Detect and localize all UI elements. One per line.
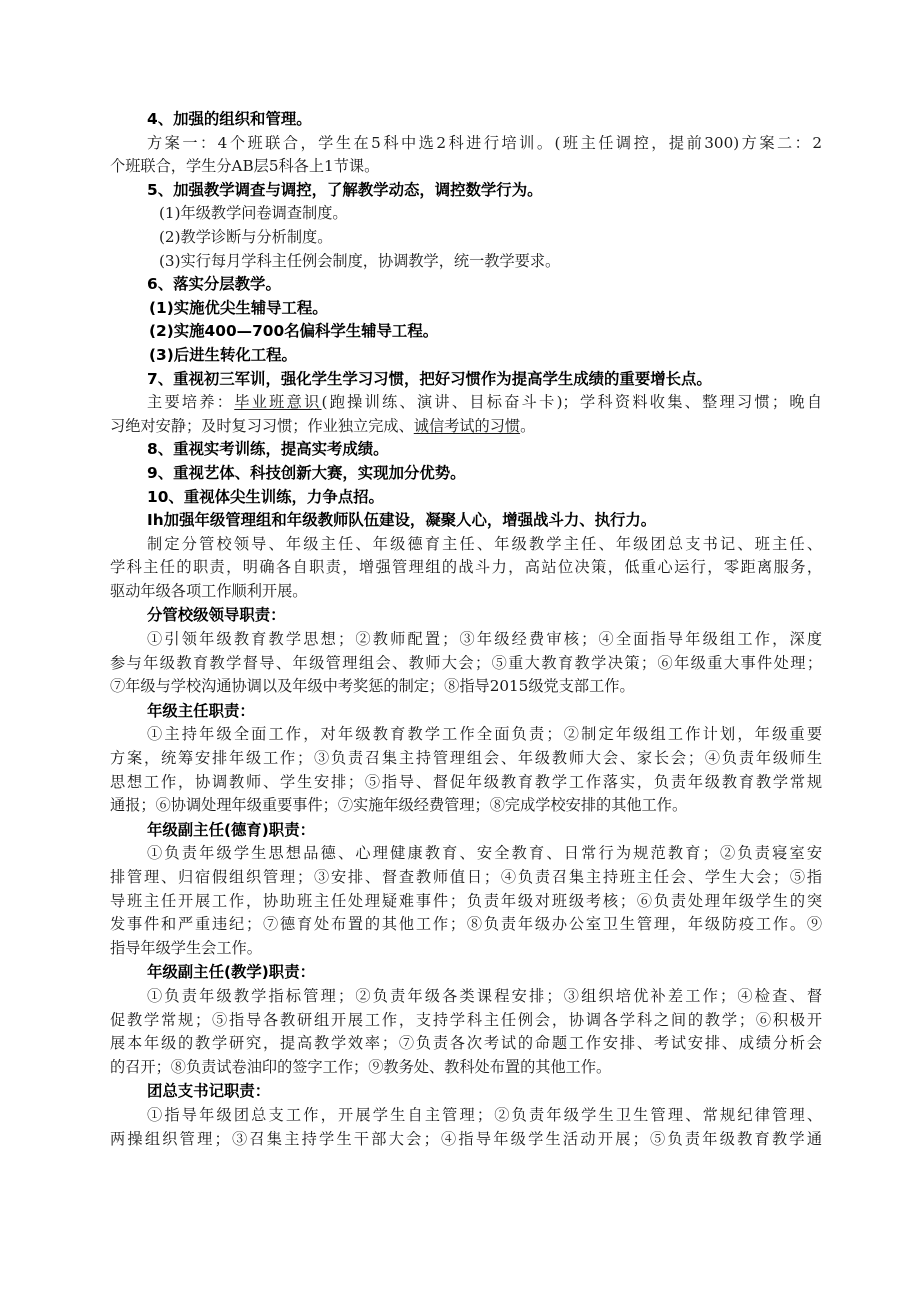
text-span: 。 [520,416,536,435]
paragraph-line: ①负责年级教学指标管理；②负责年级各类课程安排；③组织培优补差工作；④检查、督 [147,986,822,1005]
underlined-text: 毕业班意识 [234,393,322,412]
paragraph-line [110,391,822,415]
paragraph-line [110,415,822,439]
paragraph-line: 学科主任的职责，明确各自职责，增强管理组的战斗力，高站位决策，低重心运行，零距离服务， [110,558,822,577]
heading-8: 8、重视实考训练，提高实考成绩。 [147,440,389,459]
paragraph-line: ①指导年级团总支工作，开展学生自主管理；②负责年级学生卫生管理、常规纪律管理、 [147,1105,822,1124]
paragraph-line: 通报；⑥协调处理年级重要事件；⑦实施年级经费管理；⑧完成学校安排的其他工作。 [110,796,688,815]
league-duties-title: 团总支书记职责： [147,1082,271,1101]
list-item: (2)教学诊断与分析制度。 [159,227,333,246]
paragraph-line: 个班联合，学生分AB层5科各上1节课。 [110,157,380,176]
heading-7: 7、重视初三军训，强化学生学习习惯，把好习惯作为提高学生成绩的重要增长点。 [147,369,712,388]
paragraph-line: ⑦年级与学校沟通协调以及年级中考奖惩的制定；⑧指导2015级党支部工作。 [110,677,635,696]
text-span: 主要培养： [147,393,235,412]
heading-11: Ih加强年级管理组和年级教师队伍建设，凝聚人心，增强战斗力、执行力。 [147,511,657,530]
paragraph-line: 指导年级学生会工作。 [110,938,262,957]
heading-9: 9、重视艺体、科技创新大赛，实现加分优势。 [147,463,466,482]
director-duties-title: 年级主任职责： [147,701,255,720]
list-item: (1)实施优尖生辅导工程。 [149,298,328,317]
paragraph-line: 发事件和严重违纪；⑦德育处布置的其他工作；⑧负责年级办公室卫生管理，年级防疫工作。⑨ [110,915,822,934]
paragraph-line: 参与年级教育教学督导、年级管理组会、教师大会；⑤重大教育教学决策；⑥年级重大事件处理； [110,653,822,672]
paragraph-line: ①主持年级全面工作，对年级教育教学工作全面负责；②制定年级组工作计划，年级重要 [147,725,822,744]
paragraph-line: 导班主任开展工作，协助班主任处理疑难事件；负责年级对班级考核；⑥负责处理年级学生的突 [110,891,822,910]
paragraph-line: 展本年级的教学研究，提高教学效率；⑦负责各次考试的命题工作安排、考试安排、成绩分析会 [110,1034,822,1053]
paragraph-line: 思想工作，协调教师、学生安排；⑤指导、督促年级教育教学工作落实，负责年级教育教学常规 [110,772,822,791]
document-page [110,108,822,1151]
leader-duties-title: 分管校级领导职责： [147,606,286,625]
heading-10: 10、重视体尖生训练，力争点招。 [147,487,384,506]
list-item: (3)后进生转化工程。 [149,345,297,364]
underlined-text: 诚信考试的习惯 [413,416,521,435]
paragraph-line: 促教学常规；⑤指导各教研组开展工作，支持学科主任例会，协调各学科之间的教学；⑥积极开 [110,1010,822,1029]
paragraph-line: 驱动年级各项工作顺利开展。 [110,581,308,600]
paragraph-line: 两操组织管理；③召集主持学生干部大会；④指导年级学生活动开展；⑤负责年级教育教学通 [110,1129,822,1148]
paragraph-line: 排管理、归宿假组织管理；③安排、督查教师值日；④负责召集主持班主任会、学生大会；⑤指 [110,868,822,886]
moral-duties-title: 年级副主任(德育)职责： [147,820,315,839]
list-item: (3)实行每月学科主任例会制度，协调教学，统一教学要求。 [159,251,561,270]
list-item: (1)年级教学问卷调查制度。 [159,204,348,223]
text-span: 习绝对安静；及时复习习惯；作业独立完成、 [110,416,414,435]
list-item: (2)实施400—700名偏科学生辅导工程。 [149,322,439,341]
paragraph-line: ①负责年级学生思想品德、心理健康教育、安全教育、日常行为规范教育；②负责寝室安 [147,844,822,863]
heading-6: 6、落实分层教学。 [147,275,281,294]
paragraph-line: 制定分管校领导、年级主任、年级德育主任、年级教学主任、年级团总支书记、班主任、 [147,534,822,553]
teaching-duties-title: 年级副主任(教学)职责： [147,963,315,982]
paragraph-line: 方案一：4个班联合，学生在5科中选2科进行培训。(班主任调控，提前300)方案二：2 [147,133,822,152]
paragraph-line: 方案，统筹安排年级工作；③负责召集主持管理组会、年级教师大会、家长会；④负责年级师生 [110,749,822,768]
text-span: (跑操训练、演讲、目标奋斗卡)；学科资料收集、整理习惯；晚自 [321,393,823,412]
heading-5: 5、加强教学调查与调控，了解教学动态，调控数学行为。 [147,180,543,199]
paragraph-line: ①引领年级教育教学思想；②教师配置；③年级经费审核；④全面指导年级组工作，深度 [147,630,822,649]
heading-4: 4、加强的组织和管理。 [147,110,312,128]
paragraph-line: 的召开；⑧负责试卷油印的签字工作；⑨教务处、教科处布置的其他工作。 [110,1057,612,1076]
